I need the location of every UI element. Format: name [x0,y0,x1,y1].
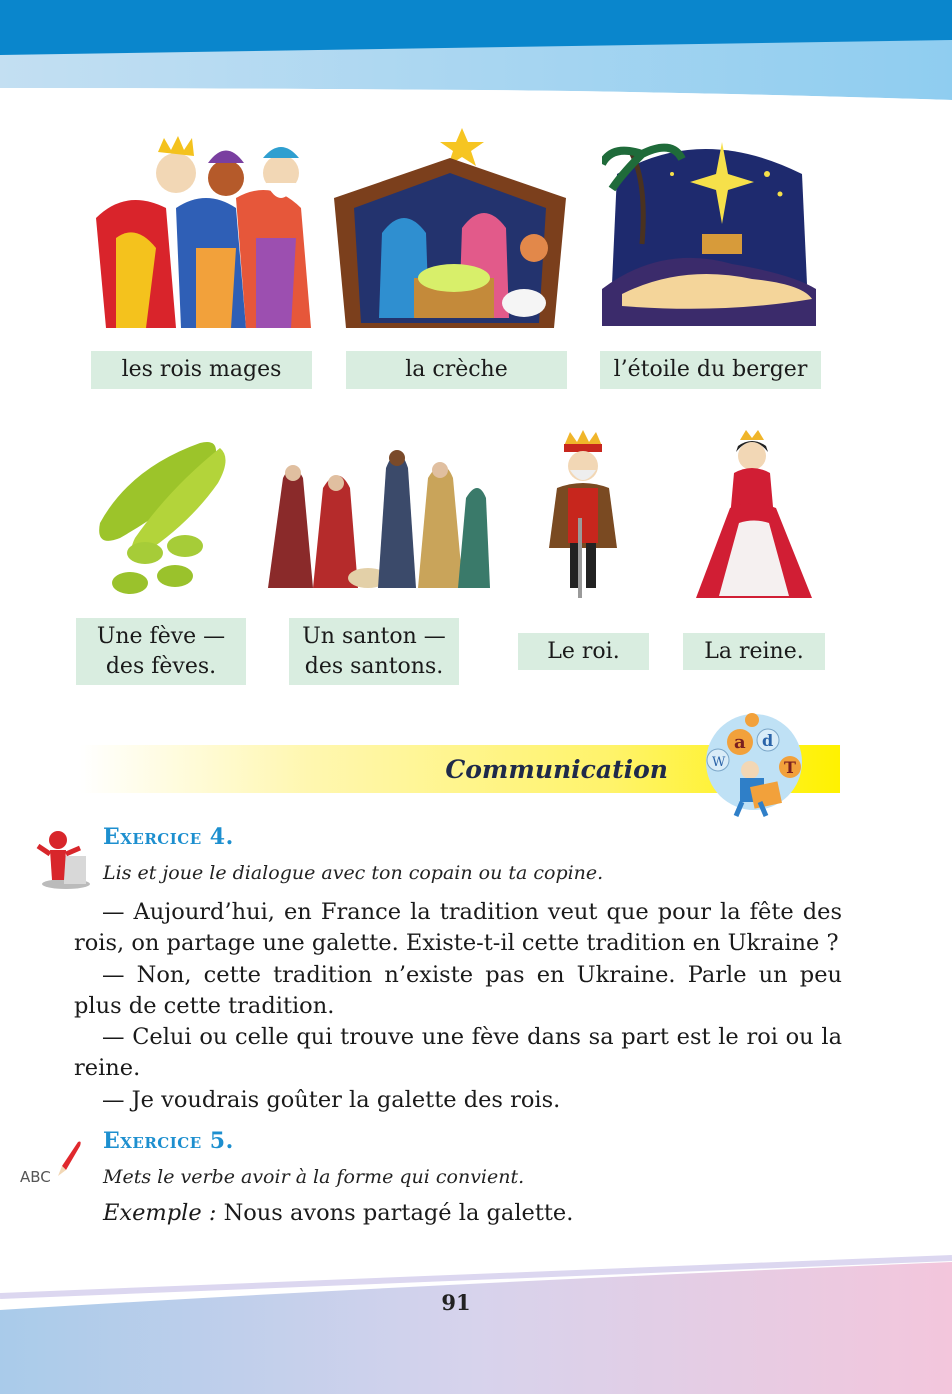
letters-globe-icon [702,712,806,822]
label-reine: La reine. [683,633,825,670]
exercise-4-dialogue [74,897,842,1116]
three-kings-illustration [86,128,318,338]
label-feve: Une fève — des fèves. [76,618,246,685]
example-text: Nous avons partagé la galette. [216,1200,574,1226]
svg-text:ABC: ABC [20,1168,51,1186]
communication-title: Communication [445,755,668,784]
exercise-5-example [103,1200,573,1226]
exercise-5-title: Exercice 5. [103,1128,234,1154]
dialogue-line: — Je voudrais goûter la galette des rois. [102,1086,561,1113]
king-illustration [542,428,624,600]
exercise-4-title: Exercice 4. [103,824,234,850]
pencil-icon [20,1138,82,1186]
label-roi: Le roi. [518,633,649,670]
svg-text:a: a [734,732,746,753]
svg-text:d: d [762,731,774,750]
top-header-band [0,0,952,100]
svg-text:T: T [784,758,796,777]
bottom-footer-band [0,1250,952,1394]
dialogue-line: — Aujourd’hui, en France la tradition veut que pour la fête des rois, on partage une galette. Existe-t-il cette tradition en Ukraine ? [74,899,842,957]
fava-beans-illustration [90,428,232,602]
label-santon: Un santon — des santons. [289,618,459,685]
label-rois-mages: les rois mages [91,351,312,389]
example-label: Exemple : [103,1200,217,1226]
speaker-figure-icon [36,828,96,890]
label-etoile-du-berger: l’étoile du berger [600,351,821,389]
exercise-5-instruction: Mets le verbe avoir à la forme qui convient. [103,1166,525,1188]
nativity-creche-illustration [334,128,566,330]
santons-figurines-illustration [258,428,492,594]
exercise-4-instruction: Lis et joue le dialogue avec ton copain ou ta copine. [103,862,604,884]
dialogue-line: — Non, cette tradition n’existe pas en Ukraine. Parle un peu plus de cette tradition. [74,961,842,1019]
shepherd-star-illustration [602,134,816,326]
svg-text:W: W [712,755,726,770]
label-creche: la crèche [346,351,567,389]
dialogue-line: — Celui ou celle qui trouve une fève dans sa part est le roi ou la reine. [74,1024,842,1082]
page-number: 91 [441,1290,471,1315]
queen-illustration [694,428,814,602]
